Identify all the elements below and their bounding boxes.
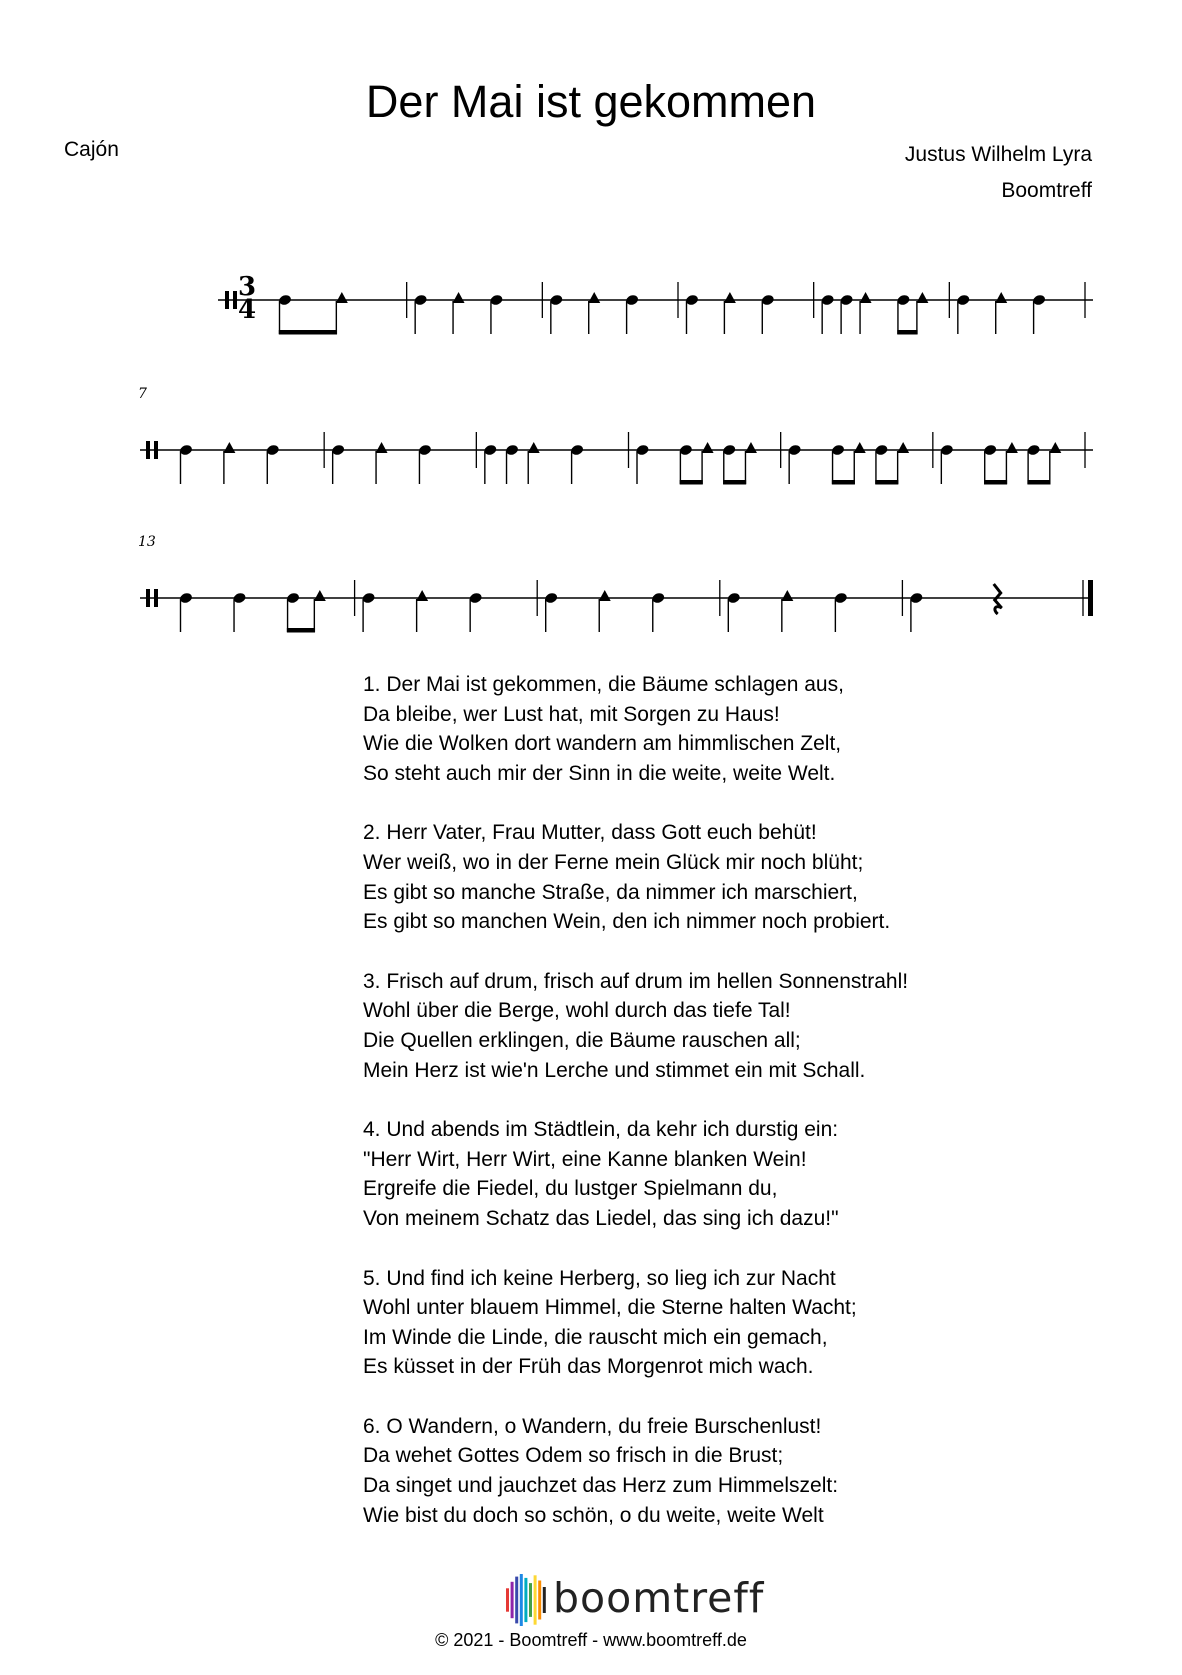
quarter-rest-icon	[994, 584, 1002, 614]
lyrics-line: Es gibt so manche Straße, da nimmer ich marschiert,	[363, 880, 858, 904]
arranger-name: Boomtreff	[1001, 179, 1092, 202]
final-barline-thick	[1088, 580, 1093, 616]
slap-note	[416, 590, 428, 601]
logo-bar	[511, 1582, 514, 1618]
time-signature-top: 3	[237, 272, 257, 302]
slap-note	[916, 292, 928, 303]
lyrics-line: 6. O Wandern, o Wandern, du freie Burschenlust!	[363, 1414, 822, 1438]
percussion-clef-icon	[225, 291, 229, 309]
logo-bar	[524, 1578, 527, 1622]
lyrics-line: Es küsset in der Früh das Morgenrot mich wach.	[363, 1355, 814, 1379]
boomtreff-logo	[505, 1572, 765, 1627]
slap-note	[860, 292, 872, 303]
lyrics-line: Wohl unter blauem Himmel, die Sterne halten Wacht;	[363, 1296, 857, 1320]
lyrics-line: Es gibt so manchen Wein, den ich nimmer noch probiert.	[363, 910, 891, 934]
lyrics-line: So steht auch mir der Sinn in die weite, weite Welt.	[363, 761, 836, 785]
lyrics-verse	[363, 670, 1003, 788]
slap-note	[314, 590, 326, 601]
lyrics-line: Von meinem Schatz das Liedel, das sing ich dazu!"	[363, 1206, 839, 1230]
slap-note	[781, 590, 793, 601]
slap-note	[1049, 442, 1061, 453]
lyrics-line: 4. Und abends im Städtlein, da kehr ich durstig ein:	[363, 1118, 839, 1142]
percussion-clef-icon	[146, 441, 150, 459]
logo-bar	[543, 1587, 546, 1613]
lyrics-line: Wer weiß, wo in der Ferne mein Glück mir noch blüht;	[363, 850, 864, 874]
lyrics-line: "Herr Wirt, Herr Wirt, eine Kanne blanken Wein!	[363, 1147, 807, 1171]
lyrics-line: Im Winde die Linde, die rauscht mich ein gemach,	[363, 1325, 828, 1349]
logo-bar	[534, 1575, 537, 1624]
percussion-clef-icon	[146, 589, 150, 607]
percussion-score	[0, 0, 1182, 680]
lyrics-line: Wohl über die Berge, wohl durch das tiefe Tal!	[363, 999, 791, 1023]
measure-number: 7	[138, 386, 147, 402]
logo-bar	[529, 1583, 532, 1617]
eighth-beam	[875, 480, 898, 485]
slap-note	[528, 442, 540, 453]
lyrics-line: 2. Herr Vater, Frau Mutter, dass Gott euch behüt!	[363, 821, 817, 845]
lyrics-line: Da bleibe, wer Lust hat, mit Sorgen zu Haus!	[363, 702, 780, 726]
slap-note	[599, 590, 611, 601]
slap-note	[588, 292, 600, 303]
lyrics-line: Wie bist du doch so schön, o du weite, weite Welt	[363, 1503, 824, 1527]
slap-note	[995, 292, 1007, 303]
lyrics-line: Ergreife die Fiedel, du lustger Spielmann du,	[363, 1177, 778, 1201]
slap-note	[453, 292, 465, 303]
lyrics-line: 5. Und find ich keine Herberg, so lieg ich zur Nacht	[363, 1266, 836, 1290]
lyrics-line: Die Quellen erklingen, die Bäume rauschen all;	[363, 1028, 801, 1052]
lyrics-block	[363, 670, 1003, 1560]
lyrics-line: Da wehet Gottes Odem so frisch in die Brust;	[363, 1444, 784, 1468]
logo-bar	[520, 1574, 523, 1626]
eighth-beam	[723, 480, 746, 485]
eighth-beam	[680, 480, 703, 485]
song-title: Der Mai ist gekommen	[365, 76, 817, 127]
eighth-beam	[832, 480, 855, 485]
lyrics-verse	[363, 1115, 1003, 1233]
percussion-clef-icon	[154, 441, 158, 459]
measure-number: 13	[138, 534, 156, 550]
eighth-beam	[1027, 480, 1050, 485]
logo-bar	[538, 1581, 541, 1620]
slap-note	[223, 442, 235, 453]
slap-note	[376, 442, 388, 453]
lyrics-verse	[363, 1412, 1003, 1530]
slap-note	[336, 292, 348, 303]
logo-bar	[515, 1577, 518, 1624]
slap-note	[745, 442, 757, 453]
eighth-beam	[984, 480, 1007, 485]
slap-note	[897, 442, 909, 453]
lyrics-line: 3. Frisch auf drum, frisch auf drum im hellen Sonnenstrahl!	[363, 969, 909, 993]
instrument-label: Cajón	[64, 138, 119, 161]
logo-bar	[506, 1588, 509, 1611]
slap-note	[854, 442, 866, 453]
eighth-beam	[279, 330, 337, 335]
slap-note	[724, 292, 736, 303]
time-signature-bottom: 4	[237, 295, 257, 325]
lyrics-line: Mein Herz ist wie'n Lerche und stimmet ein mit Schall.	[363, 1058, 866, 1082]
percussion-clef-icon	[154, 589, 158, 607]
lyrics-line: Wie die Wolken dort wandern am himmlischen Zelt,	[363, 732, 842, 756]
lyrics-verse	[363, 967, 1003, 1085]
percussion-clef-icon	[233, 291, 237, 309]
logo-text: boomtreff	[553, 1574, 765, 1622]
lyrics-verse	[363, 1264, 1003, 1382]
eighth-beam	[897, 330, 917, 335]
slap-note	[702, 442, 714, 453]
lyrics-line: Da singet und jauchzet das Herz zum Himmelszelt:	[363, 1474, 839, 1498]
composer-name: Justus Wilhelm Lyra	[904, 143, 1092, 166]
logo-bars-icon	[505, 1572, 549, 1627]
lyrics-verse	[363, 818, 1003, 936]
copyright-line: © 2021 - Boomtreff - www.boomtreff.de	[435, 1630, 747, 1650]
slap-note	[1006, 442, 1018, 453]
eighth-beam	[287, 628, 315, 633]
lyrics-line: 1. Der Mai ist gekommen, die Bäume schlagen aus,	[363, 673, 844, 696]
